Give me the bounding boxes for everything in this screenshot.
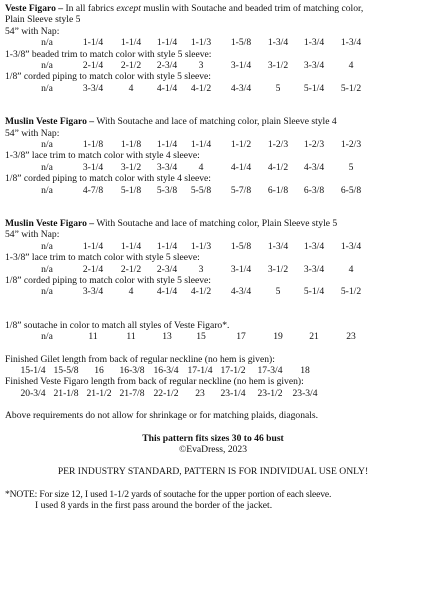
size-value: 4-7/8	[82, 184, 104, 196]
values-row	[5, 37, 421, 48]
size-value: 23	[346, 331, 356, 343]
size-value: 4-1/2	[190, 82, 212, 94]
size-value: 4-1/2	[190, 286, 212, 298]
size-value: 1-1/4	[82, 37, 104, 49]
size-value: 16-3/4	[153, 365, 179, 376]
size-value: 11	[126, 331, 136, 343]
fits-sizes: This pattern fits sizes 30 to 46 bust	[142, 432, 284, 444]
size-value: 1-2/3	[303, 139, 325, 151]
values-row	[5, 331, 421, 342]
size-value: 1-1/3	[190, 240, 212, 252]
industry-notice: PER INDUSTRY STANDARD, PATTERN IS FOR INDIVIDUAL USE ONLY!	[57, 466, 369, 478]
size-value: 5	[275, 286, 281, 298]
size-value: 15-5/8	[53, 365, 79, 376]
size-value: n/a	[41, 60, 53, 72]
size-value: 1-1/4	[156, 37, 178, 49]
figaro-length-label: Finished Veste Figaro length from back of regular neckline (no hem is given):	[5, 376, 304, 388]
size-value: 17-1/4	[187, 365, 213, 376]
size-value: 1-3/4	[303, 37, 325, 49]
row-label: 54” with Nap:	[5, 229, 60, 241]
size-value: 16-3/8	[119, 365, 145, 376]
values-row	[5, 60, 421, 71]
size-value: 1-3/4	[340, 240, 362, 252]
size-value: 2-3/4	[156, 263, 178, 275]
shrinkage-note: Above requirements do not allow for shrinkage or for matching plaids, diagonals.	[5, 410, 319, 422]
size-value: 5-1/2	[340, 82, 362, 94]
size-value: 3-1/2	[267, 60, 289, 72]
section-header: Veste Figaro – In all fabrics except muslin with Soutache and beaded trim of matching color,	[5, 3, 364, 14]
size-value: 4	[348, 60, 354, 72]
size-value: 19	[273, 331, 283, 343]
size-value: 4-1/4	[230, 161, 252, 173]
size-value: 21-1/8	[53, 387, 79, 399]
size-value: 3-1/4	[230, 263, 252, 275]
values-row	[5, 365, 421, 376]
copyright: ©EvaDress, 2023	[178, 444, 248, 455]
size-value: 17-3/4	[257, 365, 283, 376]
size-value: 2-1/4	[82, 60, 104, 72]
values-row	[5, 162, 421, 173]
section-title: Muslin Veste Figaro –	[5, 116, 95, 128]
size-value: 3-3/4	[82, 82, 104, 94]
size-value: 1-1/8	[120, 139, 142, 151]
size-value: 6-1/8	[267, 184, 289, 196]
size-value: 2-1/2	[120, 60, 142, 72]
size-value: 21-7/8	[119, 387, 145, 399]
size-value: 1-1/8	[82, 139, 104, 151]
size-value: 1-1/4	[156, 240, 178, 252]
size-value: 1-1/4	[82, 240, 104, 252]
values-row	[5, 185, 421, 196]
gilet-length-label: Finished Gilet length from back of regular neckline (no hem is given):	[5, 353, 275, 365]
size-value: 5-1/4	[303, 82, 325, 94]
footnote-line: *NOTE: For size 12, I used 1-1/2 yards of soutache for the upper portion of each sleeve.	[5, 488, 332, 500]
size-value: 4-1/4	[156, 286, 178, 298]
size-value: 1-2/3	[267, 139, 289, 151]
size-value: 1-1/2	[230, 139, 252, 151]
row-label: 1/8” corded piping to match color with style 5 sleeve:	[5, 275, 211, 286]
size-value: 21-1/2	[86, 387, 112, 399]
size-value: 2-1/2	[120, 263, 142, 275]
size-value: 5	[348, 161, 354, 173]
size-value: 3	[198, 60, 204, 72]
row-label: 54” with Nap:	[5, 127, 60, 139]
size-value: 1-1/4	[120, 37, 142, 49]
values-row	[5, 264, 421, 275]
row-label: 1/8” corded piping to match color with style 5 sleeve:	[5, 71, 211, 83]
section-veste-figaro	[5, 3, 421, 94]
size-value: 16	[94, 365, 104, 376]
footnote-line: I used 8 yards in the first pass around the border of the jacket.	[35, 500, 273, 512]
size-value: 4-3/4	[230, 82, 252, 94]
size-value: 4-3/4	[230, 286, 252, 298]
size-value: 23-3/4	[292, 387, 318, 399]
size-value: 20-3/4	[20, 387, 46, 399]
size-value: 22-1/2	[153, 387, 179, 399]
size-value: 17	[236, 331, 246, 343]
section-muslin-style-5	[5, 218, 421, 298]
size-value: 13	[162, 331, 172, 343]
size-value: n/a	[41, 184, 53, 196]
size-value: 1-5/8	[230, 240, 252, 252]
size-value: n/a	[41, 286, 53, 298]
size-value: 4-1/4	[156, 82, 178, 94]
values-row	[5, 83, 421, 94]
size-value: 11	[88, 331, 98, 343]
size-value: 4-1/2	[267, 161, 289, 173]
row-label: 54” with Nap:	[5, 25, 60, 37]
size-value: 6-3/8	[303, 184, 325, 196]
row-label: 1/8” soutache in color to match all styles of Veste Figaro*.	[5, 319, 230, 331]
size-value: 4	[128, 286, 134, 298]
size-value: 1-1/4	[190, 139, 212, 151]
row-label: 1-3/8” lace trim to match color with style 5 sleeve:	[5, 252, 200, 264]
size-value: n/a	[41, 161, 53, 173]
size-value: 15	[196, 331, 206, 343]
size-value: 4	[348, 263, 354, 275]
size-value: 4	[128, 82, 134, 94]
size-value: 5-1/4	[303, 286, 325, 298]
values-row	[5, 139, 421, 150]
size-value: 5-3/8	[156, 184, 178, 196]
size-value: 3-3/4	[303, 60, 325, 72]
size-value: 15-1/4	[20, 365, 46, 376]
size-value: 17-1/2	[220, 365, 246, 376]
section-desc-line: Plain Sleeve style 5	[5, 14, 81, 26]
size-value: 4	[198, 161, 204, 173]
size-value: 21	[309, 331, 319, 343]
size-value: 2-3/4	[156, 60, 178, 72]
values-row	[5, 388, 421, 399]
size-value: n/a	[41, 82, 53, 94]
size-value: 4-3/4	[303, 161, 325, 173]
size-value: 3-1/4	[82, 161, 104, 173]
size-value: 5-1/2	[340, 286, 362, 298]
size-value: 1-3/4	[267, 37, 289, 49]
size-value: 3-3/4	[303, 263, 325, 275]
pattern-page	[5, 3, 421, 512]
size-value: 5-7/8	[230, 184, 252, 196]
size-value: 1-3/4	[303, 240, 325, 252]
size-value: 5-1/8	[120, 184, 142, 196]
size-value: 1-1/4	[120, 240, 142, 252]
section-lengths	[5, 354, 421, 400]
size-value: 23-1/4	[220, 387, 246, 399]
size-value: 5	[275, 82, 281, 94]
size-value: 1-1/4	[156, 139, 178, 151]
size-value: 23	[195, 387, 205, 399]
size-value: 18	[300, 365, 310, 376]
values-row	[5, 241, 421, 252]
size-value: n/a	[41, 331, 53, 343]
section-header: Muslin Veste Figaro – With Soutache and lace of matching color, plain Sleeve style 4	[5, 116, 337, 128]
size-value: 5-5/8	[190, 184, 212, 196]
size-value: 1-3/4	[340, 37, 362, 49]
size-value: 1-5/8	[230, 37, 252, 49]
size-value: 3-1/4	[230, 60, 252, 72]
size-value: 3	[198, 263, 204, 275]
size-value: 3-3/4	[82, 286, 104, 298]
size-value: 6-5/8	[340, 184, 362, 196]
size-value: 3-1/2	[267, 263, 289, 275]
size-value: 2-1/4	[82, 263, 104, 275]
size-value: 3-3/4	[156, 161, 178, 173]
section-title: Veste Figaro –	[5, 3, 64, 14]
size-value: 1-3/4	[267, 240, 289, 252]
size-value: 1-1/3	[190, 37, 212, 49]
size-value: n/a	[41, 263, 53, 275]
size-value: n/a	[41, 37, 53, 49]
section-soutache	[5, 320, 421, 343]
size-value: 3-1/2	[120, 161, 142, 173]
values-row	[5, 286, 421, 297]
size-value: 1-2/3	[340, 139, 362, 151]
size-value: n/a	[41, 240, 53, 252]
row-label: 1/8” corded piping to match color with style 4 sleeve:	[5, 173, 211, 185]
row-label: 1-3/8” lace trim to match color with style 4 sleeve:	[5, 150, 200, 162]
row-label: 1-3/8” beaded trim to match color with style 5 sleeve:	[5, 48, 212, 60]
size-value: n/a	[41, 139, 53, 151]
section-muslin-style-4	[5, 116, 421, 196]
size-value: 23-1/2	[257, 387, 283, 399]
section-header: Muslin Veste Figaro – With Soutache and lace of matching color, Plain Sleeve style 5	[5, 218, 338, 229]
section-title: Muslin Veste Figaro –	[5, 218, 95, 229]
